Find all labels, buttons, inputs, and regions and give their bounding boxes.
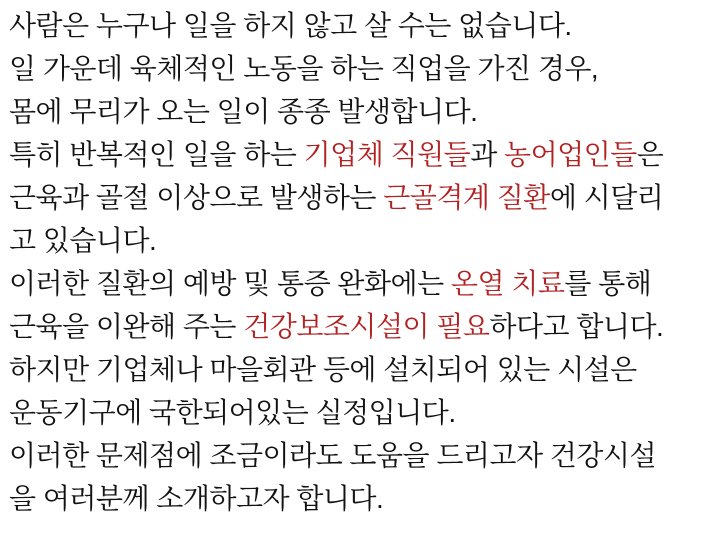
text-segment: 을 여러분께 소개하고자 합니다. (9, 483, 384, 514)
text-segment: 이러한 질환의 예방 및 통증 완화에는 (9, 268, 451, 299)
text-line (9, 219, 712, 262)
text-line (9, 434, 712, 477)
emphasized-phrase: 농어업인들 (504, 139, 637, 170)
text-segment: 근육과 골절 이상으로 발생하는 (9, 182, 384, 213)
text-line (9, 47, 712, 90)
text-segment: 에 시달리 (549, 182, 664, 213)
text-segment: 과 (470, 139, 505, 170)
text-segment: 이러한 문제점에 조금이라도 도움을 드리고자 건강시설 (9, 440, 657, 471)
text-line (9, 176, 712, 219)
text-segment: 하지만 기업체나 마을회관 등에 설치되어 있는 시설은 (9, 354, 637, 385)
text-segment: 특히 반복적인 일을 하는 (9, 139, 304, 170)
text-line (9, 4, 712, 47)
text-segment: 하다고 합니다. (489, 311, 664, 342)
emphasized-phrase: 건강보조시설이 필요 (243, 311, 490, 342)
text-line (9, 133, 712, 176)
text-segment: 은 (636, 139, 664, 170)
text-segment: 를 통해 (564, 268, 652, 299)
text-line (9, 391, 712, 434)
text-line (9, 477, 712, 520)
text-segment: 근육을 이완해 주는 (9, 311, 244, 342)
emphasized-phrase: 근골격계 질환 (383, 182, 550, 213)
text-line (9, 90, 712, 133)
text-segment: 일 가운데 육체적인 노동을 하는 직업을 가진 경우, (9, 53, 599, 84)
emphasized-phrase: 온열 치료 (450, 268, 565, 299)
text-segment: 고 있습니다. (9, 225, 157, 256)
text-line (9, 262, 712, 305)
text-segment: 운동기구에 국한되어있는 실정입니다. (9, 397, 456, 428)
text-line (9, 305, 712, 348)
emphasized-phrase: 기업체 직원들 (303, 139, 471, 170)
text-segment: 사람은 누구나 일을 하지 않고 살 수는 없습니다. (9, 10, 572, 41)
text-segment: 몸에 무리가 오는 일이 종종 발생합니다. (9, 96, 478, 127)
text-line (9, 348, 712, 391)
